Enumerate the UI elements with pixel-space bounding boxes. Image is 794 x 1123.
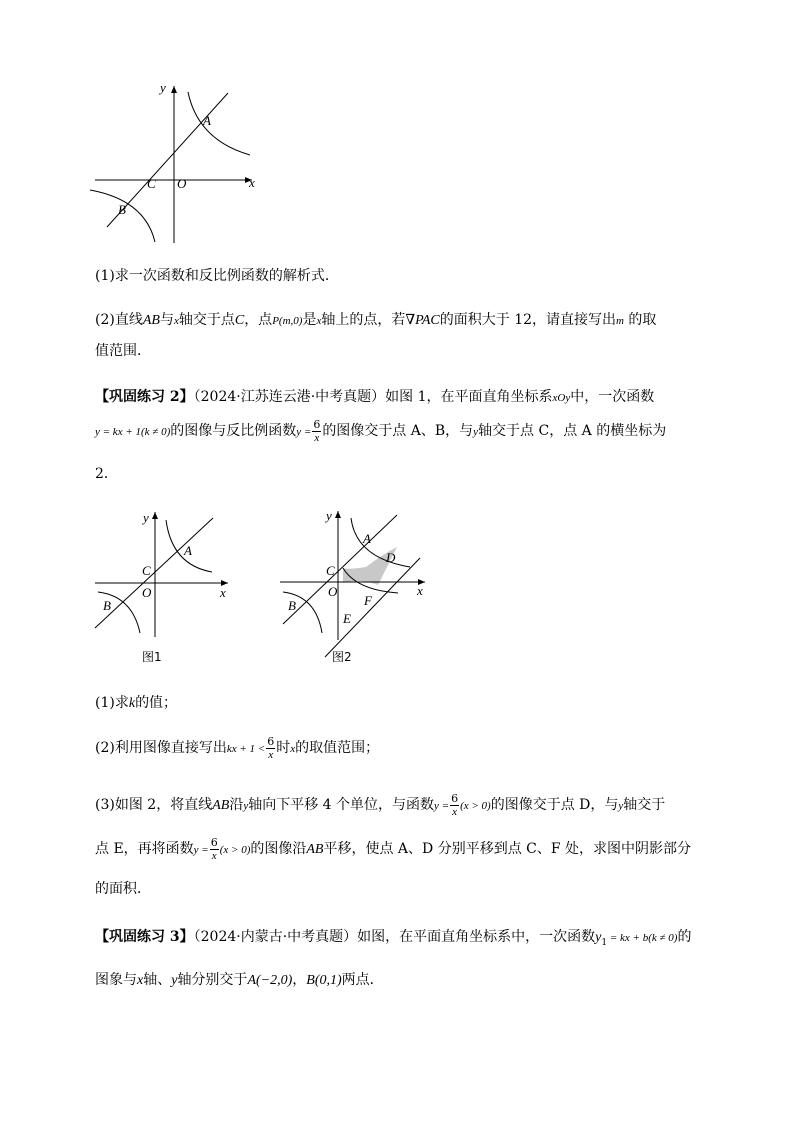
label-x: x <box>417 583 423 598</box>
label-y: y <box>326 508 332 523</box>
label-c: C <box>142 563 151 578</box>
label-x: x <box>220 585 226 600</box>
label-x: x <box>249 175 255 190</box>
figure-caption: 图2 <box>332 650 352 664</box>
question-1: (1)求一次函数和反比例函数的解析式． <box>95 268 339 284</box>
question-2: (2)直线AB与x轴交于点C，点P(m,0)是x轴上的点，若∇PAC的面积大于 12，请直接写出m 的取 <box>95 312 657 328</box>
subquestion-1: (1)求k的值； <box>95 695 178 711</box>
label-f: F <box>364 593 372 608</box>
figure-graph-1 <box>90 78 270 248</box>
y-axis-arrow <box>152 512 158 519</box>
practice-3-line-2: 图象与x轴、y轴分别交于A(−2,0)，B(0,1)两点． <box>95 972 384 988</box>
figure-graph-3 <box>275 505 435 665</box>
figure-caption: 图1 <box>142 650 162 664</box>
hyperbola-branch-1 <box>188 92 250 155</box>
label-o: O <box>328 584 338 599</box>
label-y: y <box>160 80 166 95</box>
subquestion-2: (2)利用图像直接写出kx + 1 < $\frac{6}{x}$ 时x的取值范围； <box>95 734 380 761</box>
label-o: O <box>177 176 187 191</box>
label-c: C <box>147 176 156 191</box>
practice-2-line-1: 【巩固练习 2】（2024·江苏连云港·中考真题）如图 1，在平面直角坐标系xOy中，一次函数 <box>95 389 655 405</box>
practice-2-line-3: 2． <box>95 466 118 482</box>
subquestion-3-line-1: (3)如图 2，将直线AB沿y轴向下平移 4 个单位，与函数y = $\frac{6}{x}$ (x > 0)的图像交于点 D，与y轴交于 <box>95 791 666 818</box>
practice-2-line-2: y = kx + 1(k ≠ 0)的图像与反比例函数y = $\frac{6}{x}$ 的图像交于点 A、B，与y轴交于点 C，点 A 的横坐标为 <box>95 417 667 444</box>
label-a: A <box>203 113 211 128</box>
label-c: C <box>326 563 335 578</box>
y-axis-arrow <box>171 86 177 93</box>
label-o: O <box>142 585 152 600</box>
figure-graph-2 <box>90 505 240 665</box>
label-a: A <box>184 543 192 558</box>
label-d: D <box>386 550 396 565</box>
label-y: y <box>143 510 149 525</box>
label-b: B <box>288 598 296 613</box>
practice-3-line-1: 【巩固练习 3】（2024·内蒙古·中考真题）如图，在平面直角坐标系中，一次函数$y_1$ = kx + b(k ≠ 0)的 <box>95 929 692 948</box>
label-b: B <box>103 598 111 613</box>
label-b: B <box>118 202 126 217</box>
line-ab <box>95 518 213 628</box>
subquestion-3-line-2: 点 E，再将函数y = $\frac{6}{x}$ (x > 0)的图像沿AB平移，使点 A、D 分别平移到点 C、F 处，求图中阴影部分 <box>95 835 692 862</box>
subquestion-3-line-3: 的面积． <box>95 881 151 897</box>
label-e: E <box>343 611 351 626</box>
y-axis-arrow <box>335 511 341 518</box>
label-a: A <box>363 531 371 546</box>
question-2-line-2: 值范围． <box>95 343 151 359</box>
